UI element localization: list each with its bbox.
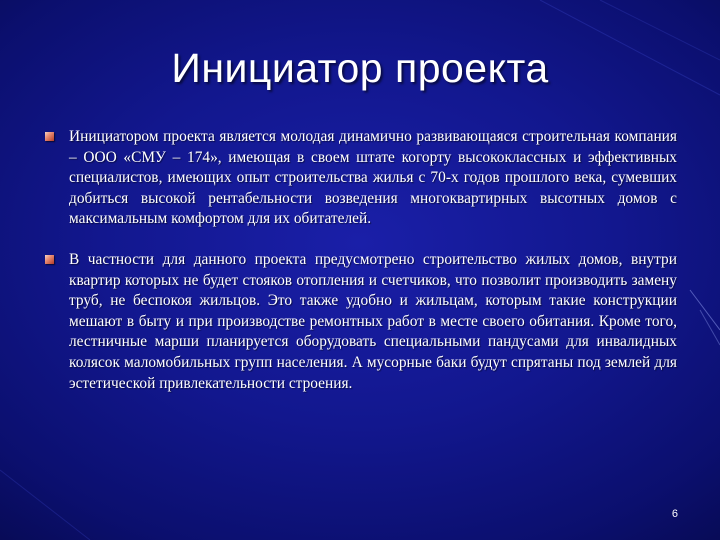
page-number: 6 [671, 508, 678, 520]
bullet-text: В частности для данного проекта предусмотрено строительство жилых домов, внутри квартир которых не будет стояков отопления и счетчиков, что позволит производить замену труб, не беспокоя жильцов. Это также удобно и жильцам, которым такие конструкции мешают в быту и при производстве ремонтных работ в месте своего обитания. Кроме того, лестничные марши планируется оборудовать специальными пандусами для инвалидных колясок маломобильных групп населения. А мусорные баки будут спрятаны под землей для эстетической привлекательности строения. [69, 250, 677, 392]
square-bullet-icon [45, 255, 54, 264]
bullet-item [45, 250, 677, 394]
square-bullet-icon [45, 132, 54, 141]
bullet-item [45, 127, 677, 230]
bullet-list [45, 127, 677, 414]
bullet-text: Инициатором проекта является молодая динамично развивающаяся строительная компания – ООО «СМУ – 174», имеющая в своем штате когорту высококлассных и эффективных специалистов, имеющих опыт строительства жилья с 70-х годов прошлого века, сумевших добиться высокой рентабельности возведения многоквартирных высотных домов с максимальным комфортом для их обитателей. [69, 128, 677, 228]
slide-title: Инициатор проекта [171, 45, 549, 91]
